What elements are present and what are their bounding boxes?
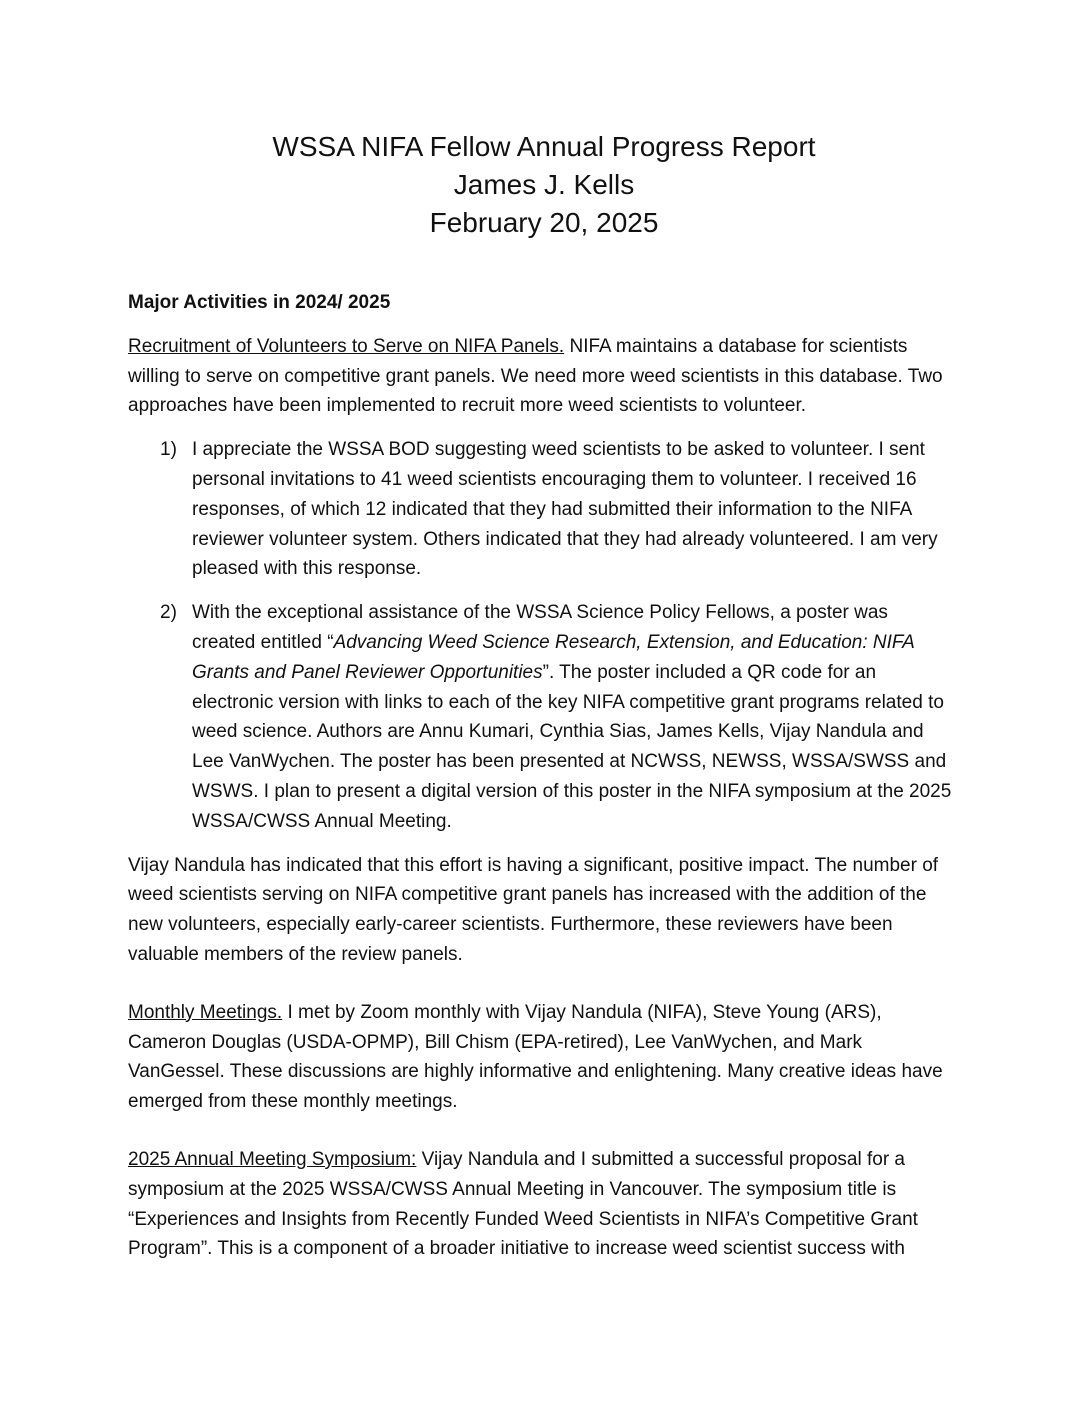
list-item-text: I appreciate the WSSA BOD suggesting weed scientists to be asked to volunteer. I sent personal invitations to 41 weed scientists encouraging them to volunteer. I received 16 responses, of which 12 indicated that they had submitted their information to the NIFA reviewer volunteer system. Others indicated that they had already volunteered. I am very pleased with this response. — [192, 439, 938, 580]
monthly-lead: Monthly Meetings. — [128, 1001, 283, 1023]
document-body — [128, 288, 956, 1278]
spacer — [128, 1131, 956, 1145]
impact-paragraph: Vijay Nandula has indicated that this effort is having a significant, positive impact. The number of weed scientists serving on NIFA competitive grant panels has increased with the addition of the new volunteers, especially early-career scientists. Furthermore, these reviewers have been valuable members of the review panels. — [128, 854, 939, 965]
spacer — [128, 984, 956, 998]
list-item — [128, 435, 956, 584]
symposium-text: Vijay Nandula and I submitted a successful proposal for a symposium at the 2025 WSSA/CWSS Annual Meeting in Vancouver. The symposium title is “Experiences and Insights from Recently Funded Weed Scientists in NIFA’s Competitive Grant Program”. This is a component of a broader initiative to increase weed scientist success with — [128, 1148, 918, 1260]
recruitment-text: NIFA maintains a database for scientists willing to serve on competitive grant panels. We need more weed scientists in this database. Two approaches have been implemented to recruit more weed scientists to volunteer. — [128, 335, 943, 417]
poster-title: Advancing Weed Science Research, Extension, and Education: NIFA Grants and Panel Reviewer Opportunities — [192, 631, 915, 683]
title-block — [0, 128, 1088, 242]
list-item — [128, 598, 956, 836]
list-item-text-before: With the exceptional assistance of the WSSA Science Policy Fellows, a poster was created entitled “ — [192, 602, 888, 653]
report-date: February 20, 2025 — [429, 207, 659, 238]
symposium-lead: 2025 Annual Meeting Symposium: — [128, 1148, 417, 1170]
recruitment-list — [128, 435, 956, 836]
list-item-text-after: ”. The poster included a QR code for an electronic version with links to each of the key NIFA competitive grant programs related to weed science. Authors are Annu Kumari, Cynthia Sias, James Kells, Vijay Nandula and Lee VanWychen. The poster has been presented at NCWSS, NEWSS, WSSA/SWSS and WSWS. I plan to present a digital version of this poster in the NIFA symposium at the 2025 WSSA/CWSS Annual Meeting. — [192, 661, 952, 832]
report-author: James J. Kells — [453, 169, 635, 200]
list-item-number: 2) — [160, 602, 177, 624]
monthly-text: I met by Zoom monthly with Vijay Nandula (NIFA), Steve Young (ARS), Cameron Douglas (USDA-OPMP), Bill Chism (EPA-retired), Lee VanWychen, and Mark VanGessel. These discussions are highly informative and enlightening. Many creative ideas have emerged from these monthly meetings. — [128, 1001, 943, 1113]
recruitment-paragraph — [128, 332, 956, 421]
report-title: WSSA NIFA Fellow Annual Progress Report — [272, 131, 816, 162]
section-heading: Major Activities in 2024/ 2025 — [128, 292, 391, 313]
recruitment-lead: Recruitment of Volunteers to Serve on NIFA Panels. — [128, 335, 565, 357]
list-item-number: 1) — [160, 439, 177, 461]
monthly-paragraph — [128, 998, 956, 1117]
symposium-paragraph — [128, 1145, 956, 1264]
